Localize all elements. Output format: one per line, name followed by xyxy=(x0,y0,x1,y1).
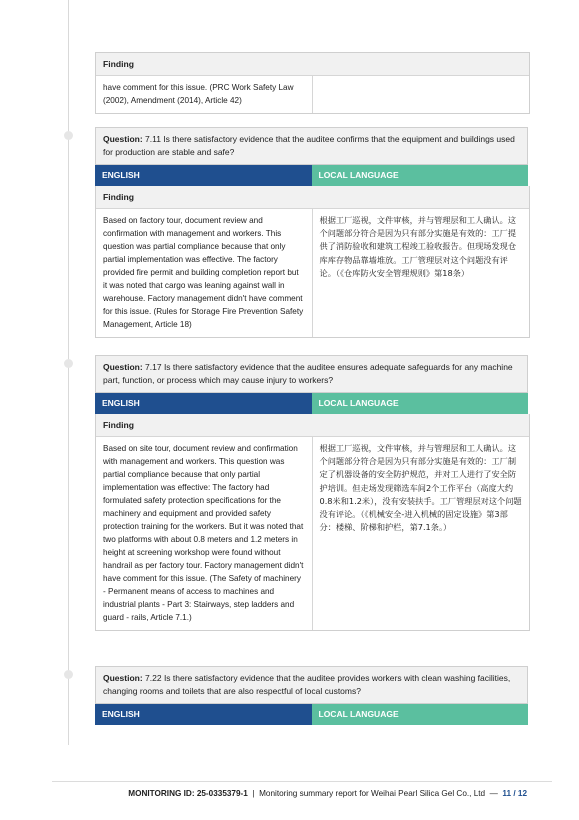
finding-english-text: Based on site tour, document review and confirmation with management and workers. This question was partial compliance because that only partial implementation was effective: The factory had formulated safety protection specifications for the machinery and equipment and provided safety protection training for the workers. But it was noted that two platforms with about 0.8 meters and 1.2 meters in height at screening workshop were found without handrail as per factory tour. Factory management didn't have comment for this issue. (The Safety of machinery - Permanent means of access to machines and industrial plants - Part 3: Stairways, step ladders and guard - rails, Article 7.1.) xyxy=(96,437,313,630)
english-header: ENGLISH xyxy=(95,393,312,414)
finding-local-text: 根据工厂巡视，文件审核，并与管理层和工人确认。这个问题部分符合是因为只有部分实施是有效的：工厂提供了消防验收和建筑工程竣工验收报告。但现场发现仓库库存物品靠墙堆放。工厂管理层对这个问题没有评论。（《仓库防火安全管理规则》第18条） xyxy=(319,215,517,278)
timeline-rail xyxy=(68,0,69,745)
finding-label: Finding xyxy=(96,53,529,76)
question-text xyxy=(95,127,528,165)
finding-english-text: Based on factory tour, document review and confirmation with management and workers. This question was partial compliance because that only partial implementation was effective. The factory provided fire permit and building completion report but it was noted that cargo was leaning against wall in warehouse. Factory management didn't have comment for this issue. (Rules for Storage Fire Prevention Safety Management, Article 18) xyxy=(96,209,313,337)
monitoring-id: MONITORING ID: 25-0335379-1 xyxy=(128,789,248,798)
timeline-dot xyxy=(64,670,73,679)
language-header xyxy=(95,704,528,725)
language-header xyxy=(95,165,528,186)
question-text xyxy=(95,355,528,393)
finding-block-continued xyxy=(95,52,528,114)
local-language-header: LOCAL LANGUAGE xyxy=(312,165,529,186)
english-header: ENGLISH xyxy=(95,165,312,186)
question-label: Question: xyxy=(103,362,143,372)
question-body: 7.11 Is there satisfactory evidence that the auditee confirms that the equipment and buildings used for production are stable and safe? xyxy=(103,134,515,157)
question-body: 7.22 Is there satisfactory evidence that the auditee provides workers with clean washing facilities, changing rooms and toilets that are also respectful of local customs? xyxy=(103,673,511,696)
question-text xyxy=(95,666,528,704)
finding-label: Finding xyxy=(96,414,529,437)
page-number: 11 / 12 xyxy=(502,789,527,798)
english-header: ENGLISH xyxy=(95,704,312,725)
finding-local-text: 根据工厂巡视，文件审核，并与管理层和工人确认。这个问题部分符合是因为只有部分实施是有效的：工厂制定了机器设备的安全防护规范，并对工人进行了安全防护培训。但走场发现筛选车间2个工作平台（高度大约0.8米和1.2米），没有安装扶手。工厂管理层对这个问题没有评论。（《机械安全-进入机械的固定设施》第3部分：楼梯、阶梯和护栏，第7.1条。） xyxy=(319,443,522,533)
report-description: Monitoring summary report for Weihai Pearl Silica Gel Co., Ltd xyxy=(259,789,486,798)
timeline-dot xyxy=(64,131,73,140)
language-header xyxy=(95,393,528,414)
finding-label: Finding xyxy=(96,186,529,209)
footer-text xyxy=(128,789,527,798)
local-language-header: LOCAL LANGUAGE xyxy=(312,704,529,725)
question-body: 7.17 Is there satisfactory evidence that the auditee ensures adequate safeguards for any machine part, function, or process which may cause injury to workers? xyxy=(103,362,513,385)
footer-separator: | xyxy=(252,789,255,798)
question-7-22 xyxy=(95,666,528,725)
finding-english-text: have comment for this issue. (PRC Work Safety Law (2002), Amendment (2014), Article 42) xyxy=(96,76,313,113)
question-7-11 xyxy=(95,127,528,338)
footer-dash: — xyxy=(489,789,498,798)
local-language-header: LOCAL LANGUAGE xyxy=(312,393,529,414)
timeline-dot xyxy=(64,359,73,368)
question-label: Question: xyxy=(103,673,143,683)
footer-divider xyxy=(52,781,552,782)
question-label: Question: xyxy=(103,134,143,144)
question-7-17 xyxy=(95,355,528,631)
finding-local-text xyxy=(313,76,530,113)
